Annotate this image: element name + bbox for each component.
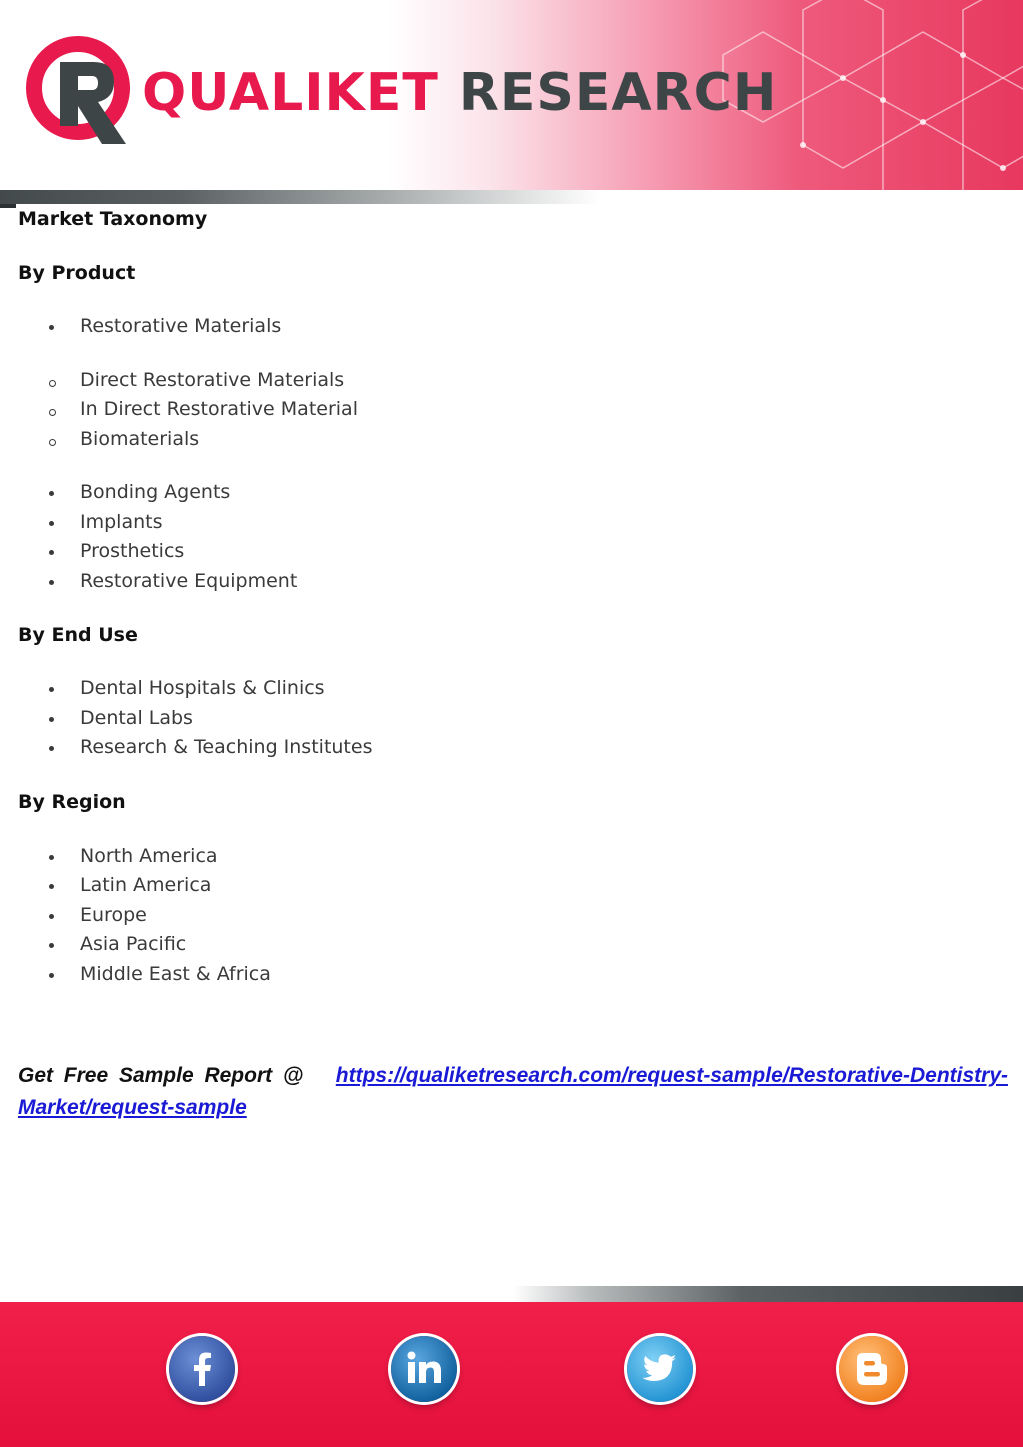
list-item: Implants <box>18 508 1008 538</box>
page-footer <box>0 1302 1023 1447</box>
brand-name <box>142 58 777 128</box>
brand-primary: QUALIKET <box>142 63 439 123</box>
blogger-icon[interactable] <box>839 1336 905 1402</box>
product-sub-list <box>18 366 1008 455</box>
sample-report-label: Get Free Sample Report @ <box>18 1064 304 1087</box>
list-item: Dental Labs <box>18 704 1008 734</box>
product-other-list <box>18 478 1008 596</box>
twitter-icon[interactable] <box>627 1336 693 1402</box>
list-item: Research & Teaching Institutes <box>18 733 1008 763</box>
list-item: In Direct Restorative Material <box>18 395 1008 425</box>
product-main-list <box>18 312 1008 342</box>
sample-report-paragraph <box>18 1060 1008 1124</box>
list-item: North America <box>18 842 1008 872</box>
list-item: Restorative Materials <box>18 312 1008 342</box>
footer-divider <box>513 1286 1023 1302</box>
section-title: Market Taxonomy <box>18 208 208 230</box>
list-item: Prosthetics <box>18 537 1008 567</box>
linkedin-icon[interactable] <box>391 1336 457 1402</box>
end-use-list <box>18 674 1008 763</box>
facebook-icon[interactable] <box>169 1336 235 1402</box>
list-item: Biomaterials <box>18 425 1008 455</box>
header-divider-notch <box>0 204 16 208</box>
region-list <box>18 842 1008 990</box>
list-item: Latin America <box>18 871 1008 901</box>
qualiket-logo-icon <box>22 32 142 152</box>
list-item: Restorative Equipment <box>18 567 1008 597</box>
header-divider <box>0 190 600 204</box>
taxonomy-section <box>18 204 1008 989</box>
region-heading: By Region <box>18 790 126 813</box>
list-item: Asia Pacific <box>18 930 1008 960</box>
list-item: Direct Restorative Materials <box>18 366 1008 396</box>
list-item: Middle East & Africa <box>18 960 1008 990</box>
list-item: Dental Hospitals & Clinics <box>18 674 1008 704</box>
list-item: Europe <box>18 901 1008 931</box>
end-use-heading: By End Use <box>18 624 138 646</box>
page-header <box>0 0 1023 190</box>
product-heading: By Product <box>18 262 136 284</box>
sample-report-link[interactable]: https://qualiketresearch.com/request-sample/Restorative-Dentistry-Market/request-sample <box>18 1064 1008 1119</box>
brand-secondary: RESEARCH <box>458 63 778 123</box>
list-item: Bonding Agents <box>18 478 1008 508</box>
